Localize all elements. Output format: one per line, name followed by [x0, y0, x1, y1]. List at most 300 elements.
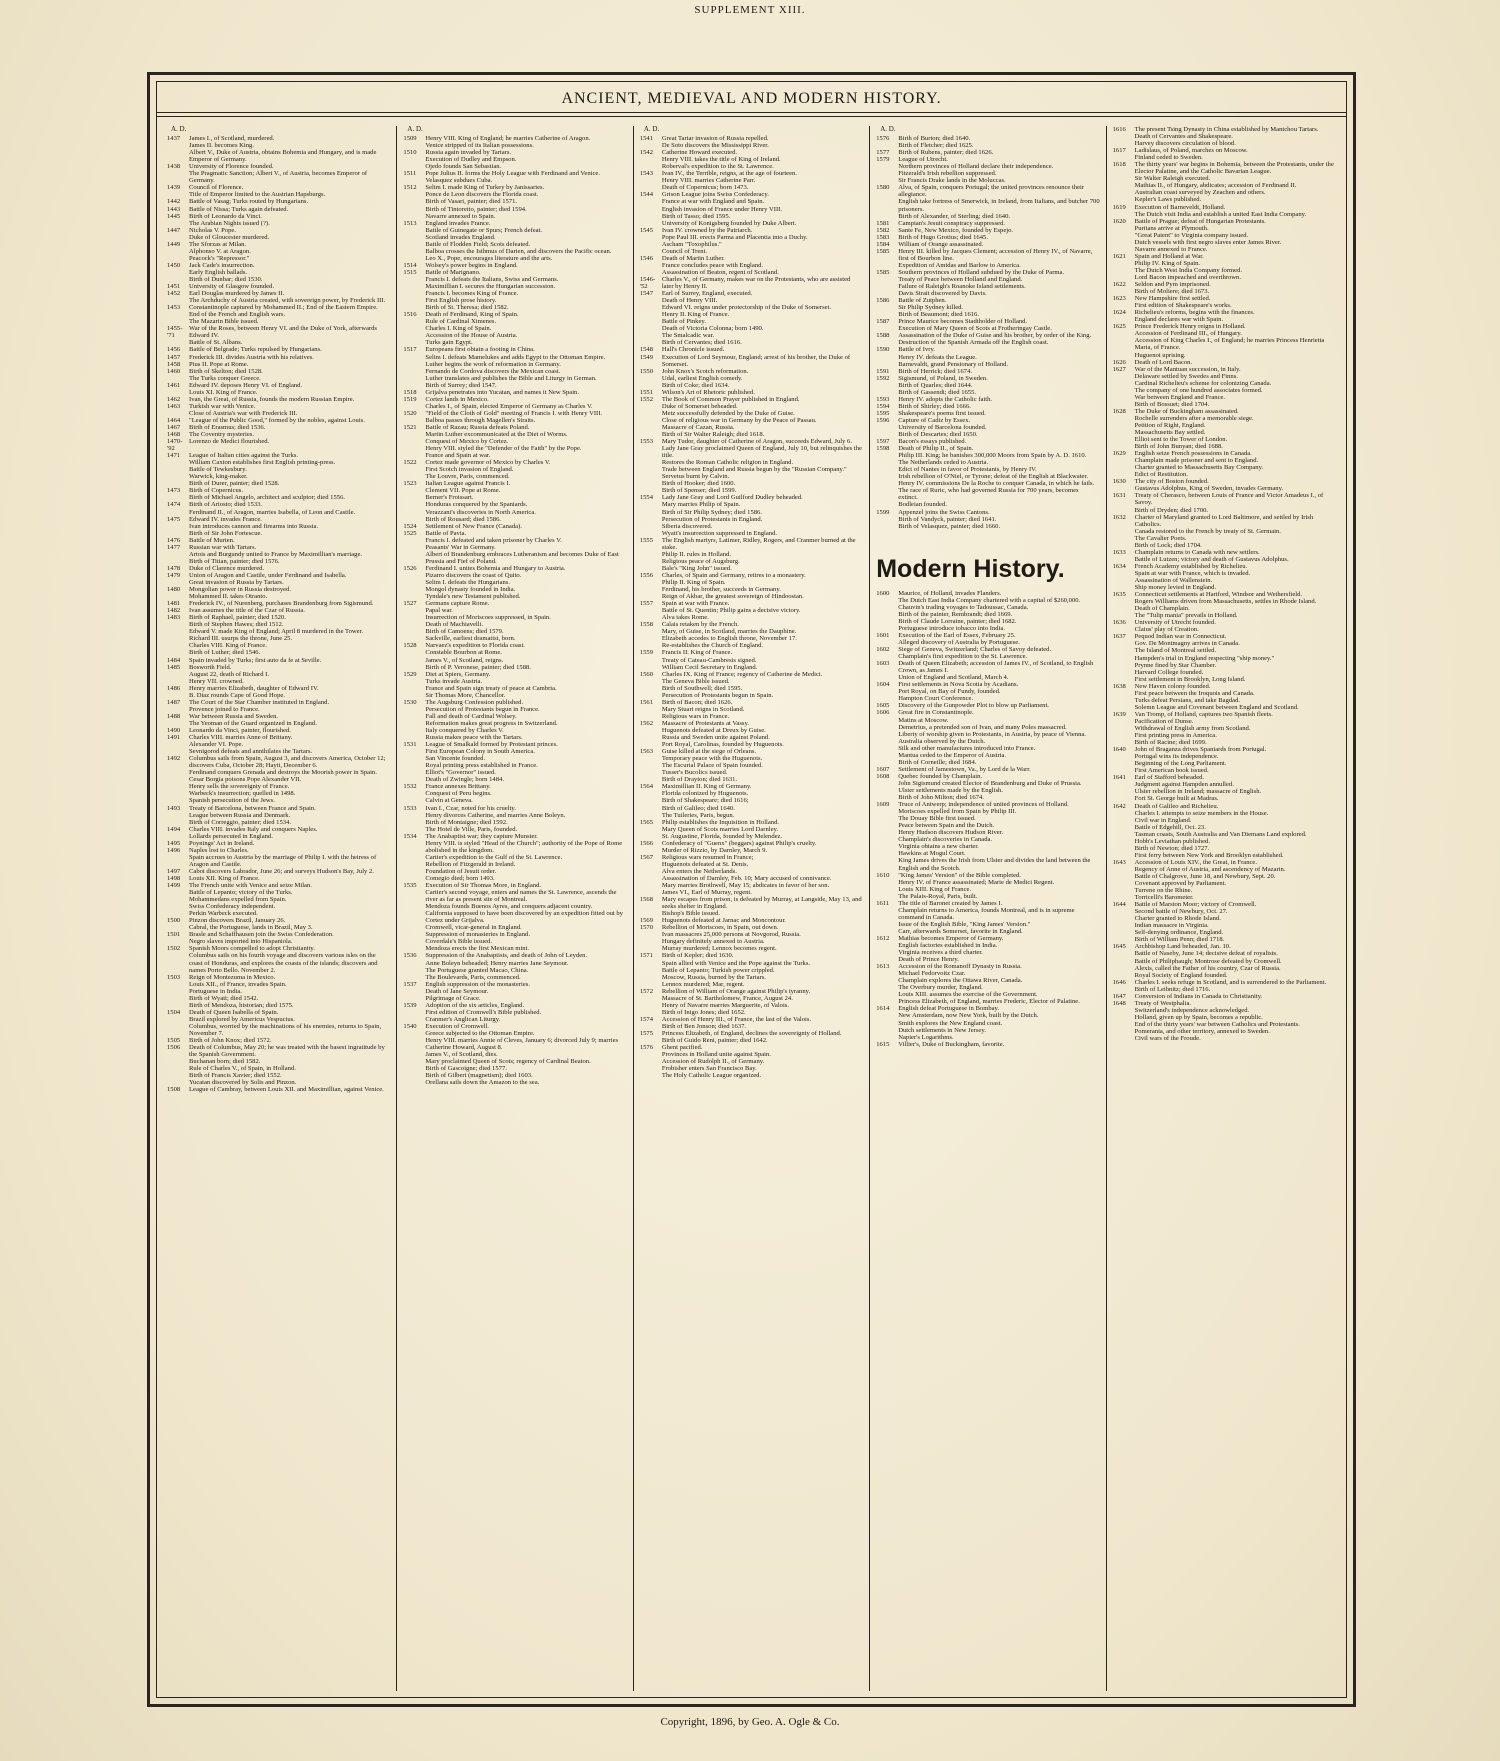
entry-text: Henry Hudson discovers Hudson River.: [898, 829, 1004, 837]
entry-year: 1526: [403, 564, 417, 572]
timeline-entry: [1113, 380, 1336, 387]
entry-year: 1493: [167, 804, 181, 812]
timeline-entry: [640, 170, 863, 177]
entry-text: Death of Galileo and Richelieu.: [1134, 802, 1219, 810]
timeline-entry: [167, 311, 390, 318]
entry-year: 1486: [167, 684, 181, 692]
entry-year: [403, 678, 425, 685]
timeline-entry: [1113, 859, 1336, 866]
timeline-entry: [876, 752, 1099, 759]
entry-year: 1452: [167, 290, 181, 298]
timeline-entry: [640, 234, 863, 241]
entry-year: [403, 177, 425, 184]
entry-year: [403, 819, 425, 826]
timeline-entry: [640, 945, 863, 952]
timeline-entry: [876, 354, 1099, 361]
entry-year: [876, 998, 898, 1005]
entry-year: [403, 967, 425, 974]
timeline-entry: [640, 657, 863, 664]
timeline-entry: [403, 1072, 626, 1079]
timeline-entry: [167, 297, 390, 304]
entry-text: New Haven colony founded.: [1134, 682, 1211, 690]
timeline-entry: [167, 1086, 390, 1093]
timeline-entry: [167, 790, 390, 797]
entry-year: [1113, 556, 1135, 563]
entry-text: Scotland invades England.: [425, 233, 496, 241]
entry-year: [876, 843, 898, 850]
entry-year: [1113, 598, 1135, 605]
entry-text: Brazil explored by Americus Vespucius.: [189, 1015, 295, 1023]
entry-text: Battle of Pinkey.: [661, 318, 706, 326]
timeline-entry: [876, 184, 1099, 198]
entry-year: [1113, 669, 1135, 676]
entry-year: 1541: [639, 135, 653, 143]
entry-year: [640, 466, 662, 473]
entry-year: [403, 241, 425, 248]
entry-year: [640, 325, 662, 332]
entry-text: Assassination of the Duke of Guise and his brother, by order of the King.: [898, 332, 1092, 340]
timeline-entry: [403, 332, 626, 339]
timeline-entry: [1113, 443, 1336, 450]
entry-text: Delaware settled by Swedes and Finns.: [1134, 372, 1238, 380]
timeline-entry: [876, 234, 1099, 241]
timeline-entry: [640, 699, 863, 706]
entry-year: 1595: [876, 409, 890, 417]
timeline-entry: [403, 755, 626, 762]
entry-year: [640, 657, 662, 664]
timeline-entry: [403, 649, 626, 656]
entry-text: Naples lost to Charles.: [189, 846, 249, 854]
timeline-entry: [403, 262, 626, 269]
timeline-entry: [1113, 478, 1336, 485]
entry-year: [640, 931, 662, 938]
timeline-entry: [403, 600, 626, 607]
timeline-entry: [640, 438, 863, 445]
entry-year: [403, 621, 425, 628]
entry-text: First peace between the Iroquois and Canada.: [1134, 689, 1255, 697]
entry-text: Civil wars of the Froude.: [1134, 1035, 1201, 1043]
entry-year: [1113, 605, 1135, 612]
timeline-entry: [876, 332, 1099, 339]
entry-text: Execution of Sir Thomas More, in England.: [425, 882, 542, 890]
entry-text: Cartier's expedition to the Gulf of the St. Lawrence.: [425, 853, 563, 861]
timeline-entry: [403, 339, 626, 346]
entry-text: Withdrawal of English army from Scotland.: [1134, 724, 1251, 732]
timeline-entry: [403, 1009, 626, 1016]
entry-text: Lord Bacon impeached and overthrown.: [1134, 273, 1242, 281]
timeline-entry: [876, 893, 1099, 900]
entry-year: 1644: [1112, 901, 1126, 909]
entry-text: Battle of Chalgrove, June 18, and Newbury, Sept. 20.: [1134, 872, 1276, 880]
entry-year: 1481: [167, 600, 181, 608]
timeline-entry: [1113, 274, 1336, 281]
entry-text: Birth of Rousard; died 1586.: [425, 515, 502, 523]
entry-text: France and Spain sign treaty of peace at Cambria.: [425, 684, 557, 692]
entry-year: [403, 826, 425, 833]
timeline-entry: [640, 551, 863, 558]
entry-text: Birth of Ariosto; died 1533.: [189, 501, 263, 509]
entry-text: Prynne fined by Star Chamber.: [1134, 661, 1217, 669]
timeline-entry: [403, 375, 626, 382]
entry-year: [403, 1037, 425, 1051]
entry-year: 1601: [876, 631, 890, 639]
entry-year: [640, 318, 662, 325]
entry-year: 1464: [167, 416, 181, 424]
timeline-entry: [167, 163, 390, 170]
entry-text: Ferdinand I. unites Bohemia and Hungary to Austria.: [425, 564, 566, 572]
entry-year: 1501: [167, 931, 181, 939]
entry-year: 1461: [167, 381, 181, 389]
entry-text: Birth of Lock; died 1704.: [1134, 541, 1202, 549]
entry-text: Battle of Lutzen; victory and death of Gustavus Adolphus.: [1134, 555, 1289, 563]
entry-year: [876, 780, 898, 787]
entry-text: Birth of Hugo Grotius; died 1645.: [898, 233, 988, 241]
entry-text: Massacre of Protestants at Vassy.: [661, 719, 749, 727]
timeline-entry: [403, 1079, 626, 1086]
timeline-entry: [640, 664, 863, 671]
timeline-entry: [403, 974, 626, 981]
entry-text: Frobisher enters San Francisco Bay.: [661, 1065, 757, 1073]
entry-text: Ivan IV. crowned by the Patriarch.: [661, 226, 753, 234]
entry-year: [640, 551, 662, 558]
entry-text: English suppression of the monasteries.: [425, 980, 530, 988]
entry-text: Honduras conquered by the Spaniards.: [425, 501, 528, 509]
entry-text: Lollards persecuted in England.: [189, 832, 273, 840]
entry-text: Louis XII. King of France.: [189, 874, 260, 882]
entry-year: [167, 642, 189, 649]
entry-text: Birth of Tintoretto, painter; died 1594.: [425, 205, 527, 213]
entry-text: Northern provinces of Holland declare their independence.: [898, 163, 1054, 171]
timeline-entry: [640, 748, 863, 755]
entry-year: [167, 649, 189, 656]
timeline-entry: [167, 797, 390, 804]
entry-text: Battle of Prague; defeat of Hungarian Protestants.: [1134, 217, 1266, 225]
timeline-entry: [876, 1020, 1099, 1027]
entry-year: [876, 1034, 898, 1041]
timeline-entry: [403, 177, 626, 184]
entry-text: Religious wars in France.: [661, 712, 730, 720]
timeline-entry: [1113, 366, 1336, 373]
timeline-entry: [1113, 690, 1336, 697]
entry-year: [403, 473, 425, 480]
entry-year: 1633: [1112, 548, 1126, 556]
timeline-entry: [167, 889, 390, 896]
entry-text: Death of Queen Elizabeth; accession of James IV., of Scotland, to English Crown, as James I.: [898, 660, 1094, 675]
entry-text: Great Tartar invasion of Russia repelled.: [661, 135, 769, 143]
entry-year: 1516: [403, 311, 417, 319]
entry-year: [403, 748, 425, 755]
entry-year: [167, 776, 189, 783]
entry-text: Negro slaves imported into Hispaniola.: [189, 938, 293, 946]
entry-text: Russia again invaded by Tartars.: [425, 149, 512, 157]
page-title: ANCIENT, MEDIEVAL AND MODERN HISTORY.: [561, 90, 942, 107]
entry-year: [167, 1079, 189, 1086]
entry-year: [167, 812, 189, 819]
entry-year: [876, 424, 898, 431]
entry-year: [876, 618, 898, 625]
entry-year: 1488: [167, 712, 181, 720]
timeline-entry: [403, 572, 626, 579]
entry-text: Execution of Cromwell.: [425, 1022, 489, 1030]
timeline-entry: [1113, 746, 1336, 753]
entry-year: [640, 769, 662, 776]
entry-text: Cabral, the Portuguese, lands in Brazil, May 3.: [189, 924, 313, 932]
entry-year: [640, 586, 662, 593]
entry-text: Balboa passes through Magellen's Straits.: [425, 416, 536, 424]
entry-year: [167, 988, 189, 995]
timeline-entry: [1113, 528, 1336, 535]
timeline-entry: [167, 501, 390, 508]
entry-year: [403, 1009, 425, 1016]
entry-year: [167, 593, 189, 600]
entry-text: Henry IV. of France assassinated; Marie de Medici Regent.: [898, 878, 1055, 886]
entry-text: Lennox murdered; Mar, regent.: [661, 980, 745, 988]
entry-text: Russia makes peace with the Tartars.: [425, 734, 523, 742]
timeline-entry: [640, 692, 863, 699]
entry-year: 1586: [876, 297, 890, 305]
entry-year: 1460: [167, 367, 181, 375]
entry-text: Mary marries Philip of Spain.: [661, 501, 741, 509]
entry-year: 1565: [639, 818, 653, 826]
timeline-entry: [1113, 260, 1336, 267]
entry-year: [167, 579, 189, 586]
timeline-entry: [167, 410, 390, 417]
timeline-entry: [403, 544, 626, 551]
timeline-entry: [167, 290, 390, 297]
timeline-entry: [640, 734, 863, 741]
timeline-entry: [876, 1012, 1099, 1019]
entry-text: Execution of Lord Seymour, England; arrest of his brother, the Duke of Somerset.: [661, 353, 851, 368]
entry-year: 1533: [403, 804, 417, 812]
timeline-entry: [167, 473, 390, 480]
entry-year: [167, 896, 189, 903]
entry-text: Birth of Sir Philip Sydney; died 1586.: [661, 508, 763, 516]
timeline-entry: [1113, 633, 1336, 640]
entry-year: [167, 628, 189, 635]
entry-year: 1543: [639, 170, 653, 178]
timeline-entry: [640, 311, 863, 318]
entry-year: [167, 234, 189, 241]
entry-text: Pacification of Dunse.: [1134, 717, 1194, 725]
entry-text: The Tuileries, Paris, begun.: [661, 811, 735, 819]
timeline-entry: [640, 769, 863, 776]
entry-year: 1480: [167, 586, 181, 594]
timeline-entry: [640, 819, 863, 826]
timeline-entry: [403, 424, 626, 431]
entry-text: Birth of Rubens, painter; died 1626.: [898, 149, 994, 157]
timeline-entry: [167, 403, 390, 410]
entry-year: [876, 142, 898, 149]
entry-text: Calvin at Geneva.: [425, 797, 473, 805]
entry-text: Duke of Gloucester murdered.: [189, 233, 270, 241]
timeline-entry: [640, 713, 863, 720]
timeline-entry: [876, 674, 1099, 681]
timeline-entry: [876, 970, 1099, 977]
entry-text: Charles VIII. marries Anne of Brittany.: [189, 734, 293, 742]
entry-text: Death of Cervantes and Shakespeare.: [1134, 133, 1233, 141]
entry-text: Berner's Froissart.: [425, 494, 474, 502]
timeline-entry: [640, 600, 863, 607]
entry-year: 1625: [1112, 323, 1126, 331]
timeline-entry: [876, 346, 1099, 353]
entry-year: 1470-'92: [167, 438, 183, 453]
timeline-entry: [1113, 464, 1336, 471]
entry-text: Peacock's "Repressor.": [189, 254, 250, 262]
timeline-entry: [167, 769, 390, 776]
timeline-entry: [403, 213, 626, 220]
timeline-entry: [876, 396, 1099, 403]
entry-year: 1562: [639, 719, 653, 727]
entry-text: England declares war with Spain.: [1134, 316, 1224, 324]
timeline-entry: [403, 227, 626, 234]
entry-text: The Cavalier Poets.: [1134, 534, 1187, 542]
timeline-entry: [640, 396, 863, 403]
timeline-entry: [640, 368, 863, 375]
entry-year: [876, 431, 898, 438]
entry-year: [1113, 887, 1135, 894]
entry-text: New Amsterdam, now New York, built by the Dutch.: [898, 1012, 1039, 1020]
timeline-entry: [876, 963, 1099, 970]
entry-text: Turks invade Austria.: [425, 677, 483, 685]
entry-text: Birth of Gassendi; died 1655.: [898, 388, 977, 396]
timeline-entry: [640, 621, 863, 628]
entry-year: 1534: [403, 832, 417, 840]
timeline-entry: [1113, 225, 1336, 232]
timeline-entry: [167, 981, 390, 988]
entry-text: Birth of Newton; died 1727.: [1134, 844, 1210, 852]
entry-text: Birth of Racine; died 1699.: [1134, 739, 1207, 747]
entry-text: Champlain's first expedition to the St. Lawrence.: [898, 653, 1028, 661]
entry-year: [1113, 133, 1135, 140]
entry-text: Charles V., of Germany, makes war on the Protestants, who are assisted later by Henry II.: [661, 275, 851, 291]
entry-year: [403, 812, 425, 819]
entry-text: Birth of Francis Xavier; died 1552.: [189, 1072, 282, 1080]
timeline-entry: [640, 565, 863, 572]
entry-text: Union of Aragon and Castile, under Ferdinand and Isabella.: [189, 571, 347, 579]
entry-year: 1547: [639, 290, 653, 298]
entry-year: [403, 931, 425, 938]
timeline-entry: [1113, 950, 1336, 957]
entry-text: The Pragmatic Sanction; Albert V., of Austria, becomes Emperor of Germany.: [189, 170, 368, 185]
timeline-entry: [1113, 1014, 1336, 1021]
timeline-entry: [640, 382, 863, 389]
entry-text: Temporary peace with the Huguenots.: [661, 755, 763, 763]
entry-text: Union of England and Scotland, March 4.: [898, 674, 1009, 682]
entry-year: [640, 565, 662, 572]
entry-text: "Great Patent" to Virginia company issued.: [1134, 231, 1249, 239]
entry-year: 1522: [403, 459, 417, 467]
entry-year: 1520: [403, 409, 417, 417]
entry-text: Diet at Spiers, Germany.: [425, 670, 491, 678]
entry-text: First American book issued.: [1134, 767, 1209, 775]
entry-year: 1554: [639, 494, 653, 502]
timeline-entry: [1113, 408, 1336, 415]
entry-year: [876, 886, 898, 893]
timeline-entry: [167, 248, 390, 255]
entry-year: [167, 1002, 189, 1009]
timeline-entry: [167, 755, 390, 769]
entry-text: Early English ballads.: [189, 268, 248, 276]
timeline-entry: [1113, 676, 1336, 683]
entry-year: 1528: [403, 642, 417, 650]
entry-text: Champlain returns to America, founds Montreal, and is in supreme command in Canada.: [898, 906, 1075, 921]
entry-text: Pope Julius II. forms the Holy League with Ferdinand and Venice.: [425, 170, 600, 178]
entry-year: [1113, 965, 1135, 972]
timeline-entry: [403, 184, 626, 191]
timeline-entry: [403, 833, 626, 840]
entry-text: Great invasion of Russia by Tartars.: [189, 579, 284, 586]
timeline-entry: [640, 501, 863, 508]
entry-text: Beginning of the Long Parliament.: [1134, 760, 1227, 768]
entry-text: Maximillian II. King of Germany.: [661, 783, 752, 791]
entry-year: [1113, 422, 1135, 429]
entry-year: [876, 688, 898, 695]
entry-text: Birth of Inigo Jones; died 1652.: [661, 1008, 746, 1016]
entry-year: [876, 354, 898, 361]
entry-year: [876, 452, 898, 459]
entry-year: [403, 995, 425, 1002]
timeline-entry: [403, 826, 626, 833]
entry-year: 1582: [876, 226, 890, 234]
entry-text: Siberia discovered.: [661, 522, 713, 530]
entry-text: Sir Walter Raleigh executed.: [1134, 175, 1211, 183]
entry-year: [640, 1051, 662, 1058]
timeline-entry: [876, 935, 1099, 942]
entry-year: 1473: [167, 487, 181, 495]
entry-text: Ivan introduces cannon and firearms into Russia.: [189, 522, 319, 530]
entry-text: Assassination of Darnley, Feb. 10; Mary accused of connivance.: [661, 874, 832, 882]
entry-text: Italian League against Francis I.: [425, 480, 511, 488]
entry-text: Wilson's Art of Rhetoric published.: [661, 388, 755, 396]
entry-text: Yucatan discovered by Solis and Pinzon.: [189, 1079, 297, 1087]
entry-text: Henry of Navarre marries Marguerite, of Valois.: [661, 1001, 790, 1009]
entry-year: [1113, 1007, 1135, 1014]
entry-text: Smith explores the New England coast.: [898, 1019, 1003, 1027]
timeline-entry: [403, 664, 626, 671]
entry-year: 1492: [167, 755, 181, 763]
timeline-entry: [167, 882, 390, 889]
entry-text: Fall and death of Cardinal Wolsey.: [425, 712, 517, 720]
timeline-entry: [1113, 1035, 1336, 1042]
entry-year: 1548: [639, 346, 653, 354]
timeline-entry: [876, 368, 1099, 375]
entry-year: 1495: [167, 839, 181, 847]
timeline-entry: [640, 487, 863, 494]
entry-year: 1559: [639, 649, 653, 657]
entry-text: Ivan massacres 25,000 persons at Novgorod, Russia.: [661, 931, 801, 939]
entry-year: [1113, 443, 1135, 450]
timeline-entry: [403, 537, 626, 544]
entry-text: Massacre of Cazan, Russia.: [661, 423, 735, 431]
entry-year: [640, 516, 662, 523]
entry-year: [640, 974, 662, 981]
entry-year: [640, 889, 662, 896]
entry-year: [876, 928, 898, 935]
entry-text: St. Augustine, Florida, founded by Melendez.: [661, 832, 783, 840]
entry-text: Judgment against Hampden annulled.: [1134, 781, 1234, 789]
entry-text: English defeat Portuguese in Bombay.: [898, 1005, 1000, 1013]
entry-text: Alva enters the Netherlands.: [661, 867, 737, 875]
entry-year: 1590: [876, 346, 890, 354]
entry-text: Birth of Descartes; died 1650.: [898, 431, 978, 439]
entry-text: Guise killed at the siege of Orleans.: [661, 748, 757, 756]
ad-label: A. D.: [171, 126, 187, 133]
entry-year: [403, 445, 425, 452]
entry-text: James V., of Scotland, reigns.: [425, 656, 504, 664]
entry-year: [640, 960, 662, 967]
entry-text: Rule of Charles V., of Spain, in Holland.: [189, 1065, 296, 1073]
timeline-entry: [1113, 147, 1336, 154]
